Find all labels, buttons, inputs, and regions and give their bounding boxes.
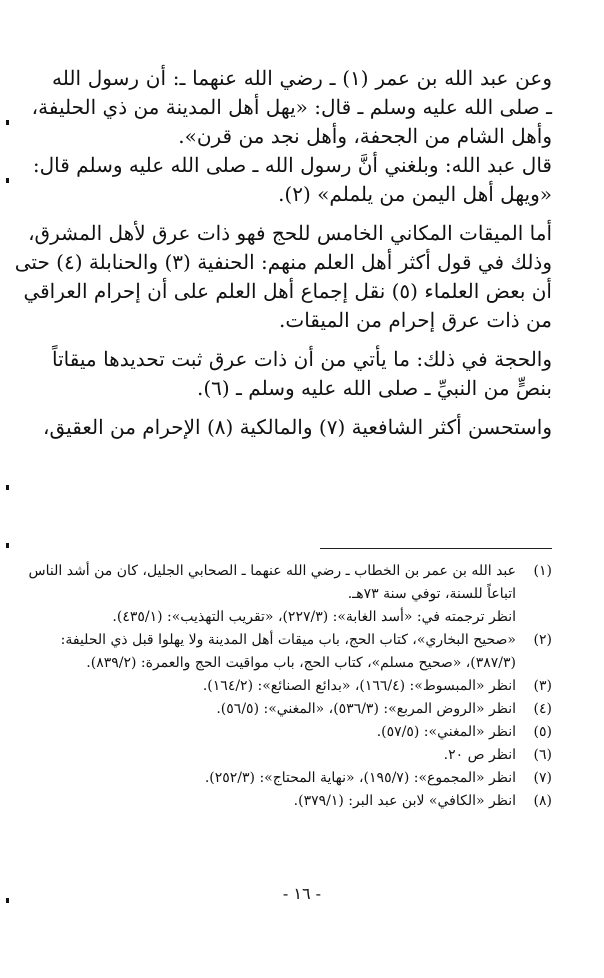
text-line: أن بعض العلماء (٥) نقل إجماع أهل العلم على أن إحرام العراقي xyxy=(23,279,552,303)
margin-mark xyxy=(6,120,9,125)
text-line: وذلك في قول أكثر أهل العلم منهم: الحنفية (٣) والحنابلة (٤) حتى xyxy=(14,250,552,274)
footnote-text: اتباعاً للسنة، توفي سنة ٧٣هـ. xyxy=(347,586,516,602)
margin-mark xyxy=(6,543,9,548)
footnote-text: انظر ص ٢٠. xyxy=(443,747,516,763)
text-line: من ذات عرق إحرام من الميقات. xyxy=(279,308,552,332)
footnote-text: عبد الله بن عمر بن الخطاب ـ رضي الله عنهما ـ الصحابي الجليل، كان من أشد الناس xyxy=(28,563,516,579)
footnote xyxy=(52,721,552,744)
text-line: أما الميقات المكاني الخامس للحج فهو ذات عرق لأهل المشرق، xyxy=(28,221,552,245)
text-line: ـ صلى الله عليه وسلم ـ قال: «يهل أهل المدينة من ذي الحليفة، xyxy=(31,95,552,119)
text-line: والحجة في ذلك: ما يأتي من أن ذات عرق ثبت تحديدها ميقاتاً xyxy=(52,347,552,371)
text-line: «ويهل أهل اليمن من يلملم» (٢). xyxy=(278,182,552,206)
footnote-text: انظر «الكافي» لابن عبد البر: (٣٧٩/١). xyxy=(293,793,516,809)
main-text xyxy=(14,64,552,442)
footnote-number: (٥) xyxy=(533,724,552,740)
margin-mark xyxy=(6,485,9,490)
footnote-text: «صحيح البخاري»، كتاب الحج، باب ميقات أهل المدينة ولا يهلوا قبل ذي الحليفة: xyxy=(60,632,516,648)
footnote xyxy=(52,606,552,629)
footnote-number: (٧) xyxy=(533,770,552,786)
text-line: واستحسن أكثر الشافعية (٧) والمالكية (٨) الإحرام من العقيق، xyxy=(43,415,552,439)
footnote-text: انظر «المبسوط»: (١٦٦/٤)، «بدائع الصنائع»: (١٦٤/٢). xyxy=(202,678,516,694)
footnote-text: انظر «المغني»: (٥٧/٥). xyxy=(376,724,516,740)
footnote-text: انظر «الروض المربع»: (٥٣٦/٣)، «المغني»: (٥٦/٥). xyxy=(216,701,516,717)
footnote xyxy=(52,790,552,813)
footnote xyxy=(52,675,552,698)
footnote xyxy=(52,629,552,652)
footnote xyxy=(52,767,552,790)
text-line: وأهل الشام من الجحفة، وأهل نجد من قرن». xyxy=(178,124,552,148)
footnote xyxy=(52,744,552,767)
footnote-text: انظر ترجمته في: «أسد الغابة»: (٢٢٧/٣)، «تقريب التهذيب»: (٤٣٥/١). xyxy=(112,609,516,625)
footnote-text: (٣٨٧/٣)، «صحيح مسلم»، كتاب الحج، باب مواقيت الحج والعمرة: (٨٣٩/٢). xyxy=(86,655,516,671)
footnote-number: (١) xyxy=(533,563,552,579)
footnote-separator xyxy=(320,548,552,549)
text-line: وعن عبد الله بن عمر (١) ـ رضي الله عنهما ـ: أن رسول الله xyxy=(52,66,552,90)
footnote xyxy=(52,583,552,606)
page-number: - ١٦ - xyxy=(282,884,322,903)
footnote xyxy=(52,652,552,675)
footnote xyxy=(52,698,552,721)
footnote-text: انظر «المجموع»: (١٩٥/٧)، «نهاية المحتاج»: (٢٥٢/٣). xyxy=(204,770,516,786)
footnotes xyxy=(28,560,552,813)
footnote-number: (٨) xyxy=(533,793,552,809)
text-line: بنصٍّ من النبيِّ ـ صلى الله عليه وسلم ـ (٦). xyxy=(196,376,552,400)
text-line: قال عبد الله: وبلغني أنَّ رسول الله ـ صلى الله عليه وسلم قال: xyxy=(32,153,552,177)
footnote-number: (٤) xyxy=(533,701,552,717)
margin-mark xyxy=(6,178,9,183)
footnote-number: (٦) xyxy=(533,747,552,763)
footnote xyxy=(28,560,552,583)
footnote-number: (٣) xyxy=(533,678,552,694)
footnote-number: (٢) xyxy=(533,632,552,648)
